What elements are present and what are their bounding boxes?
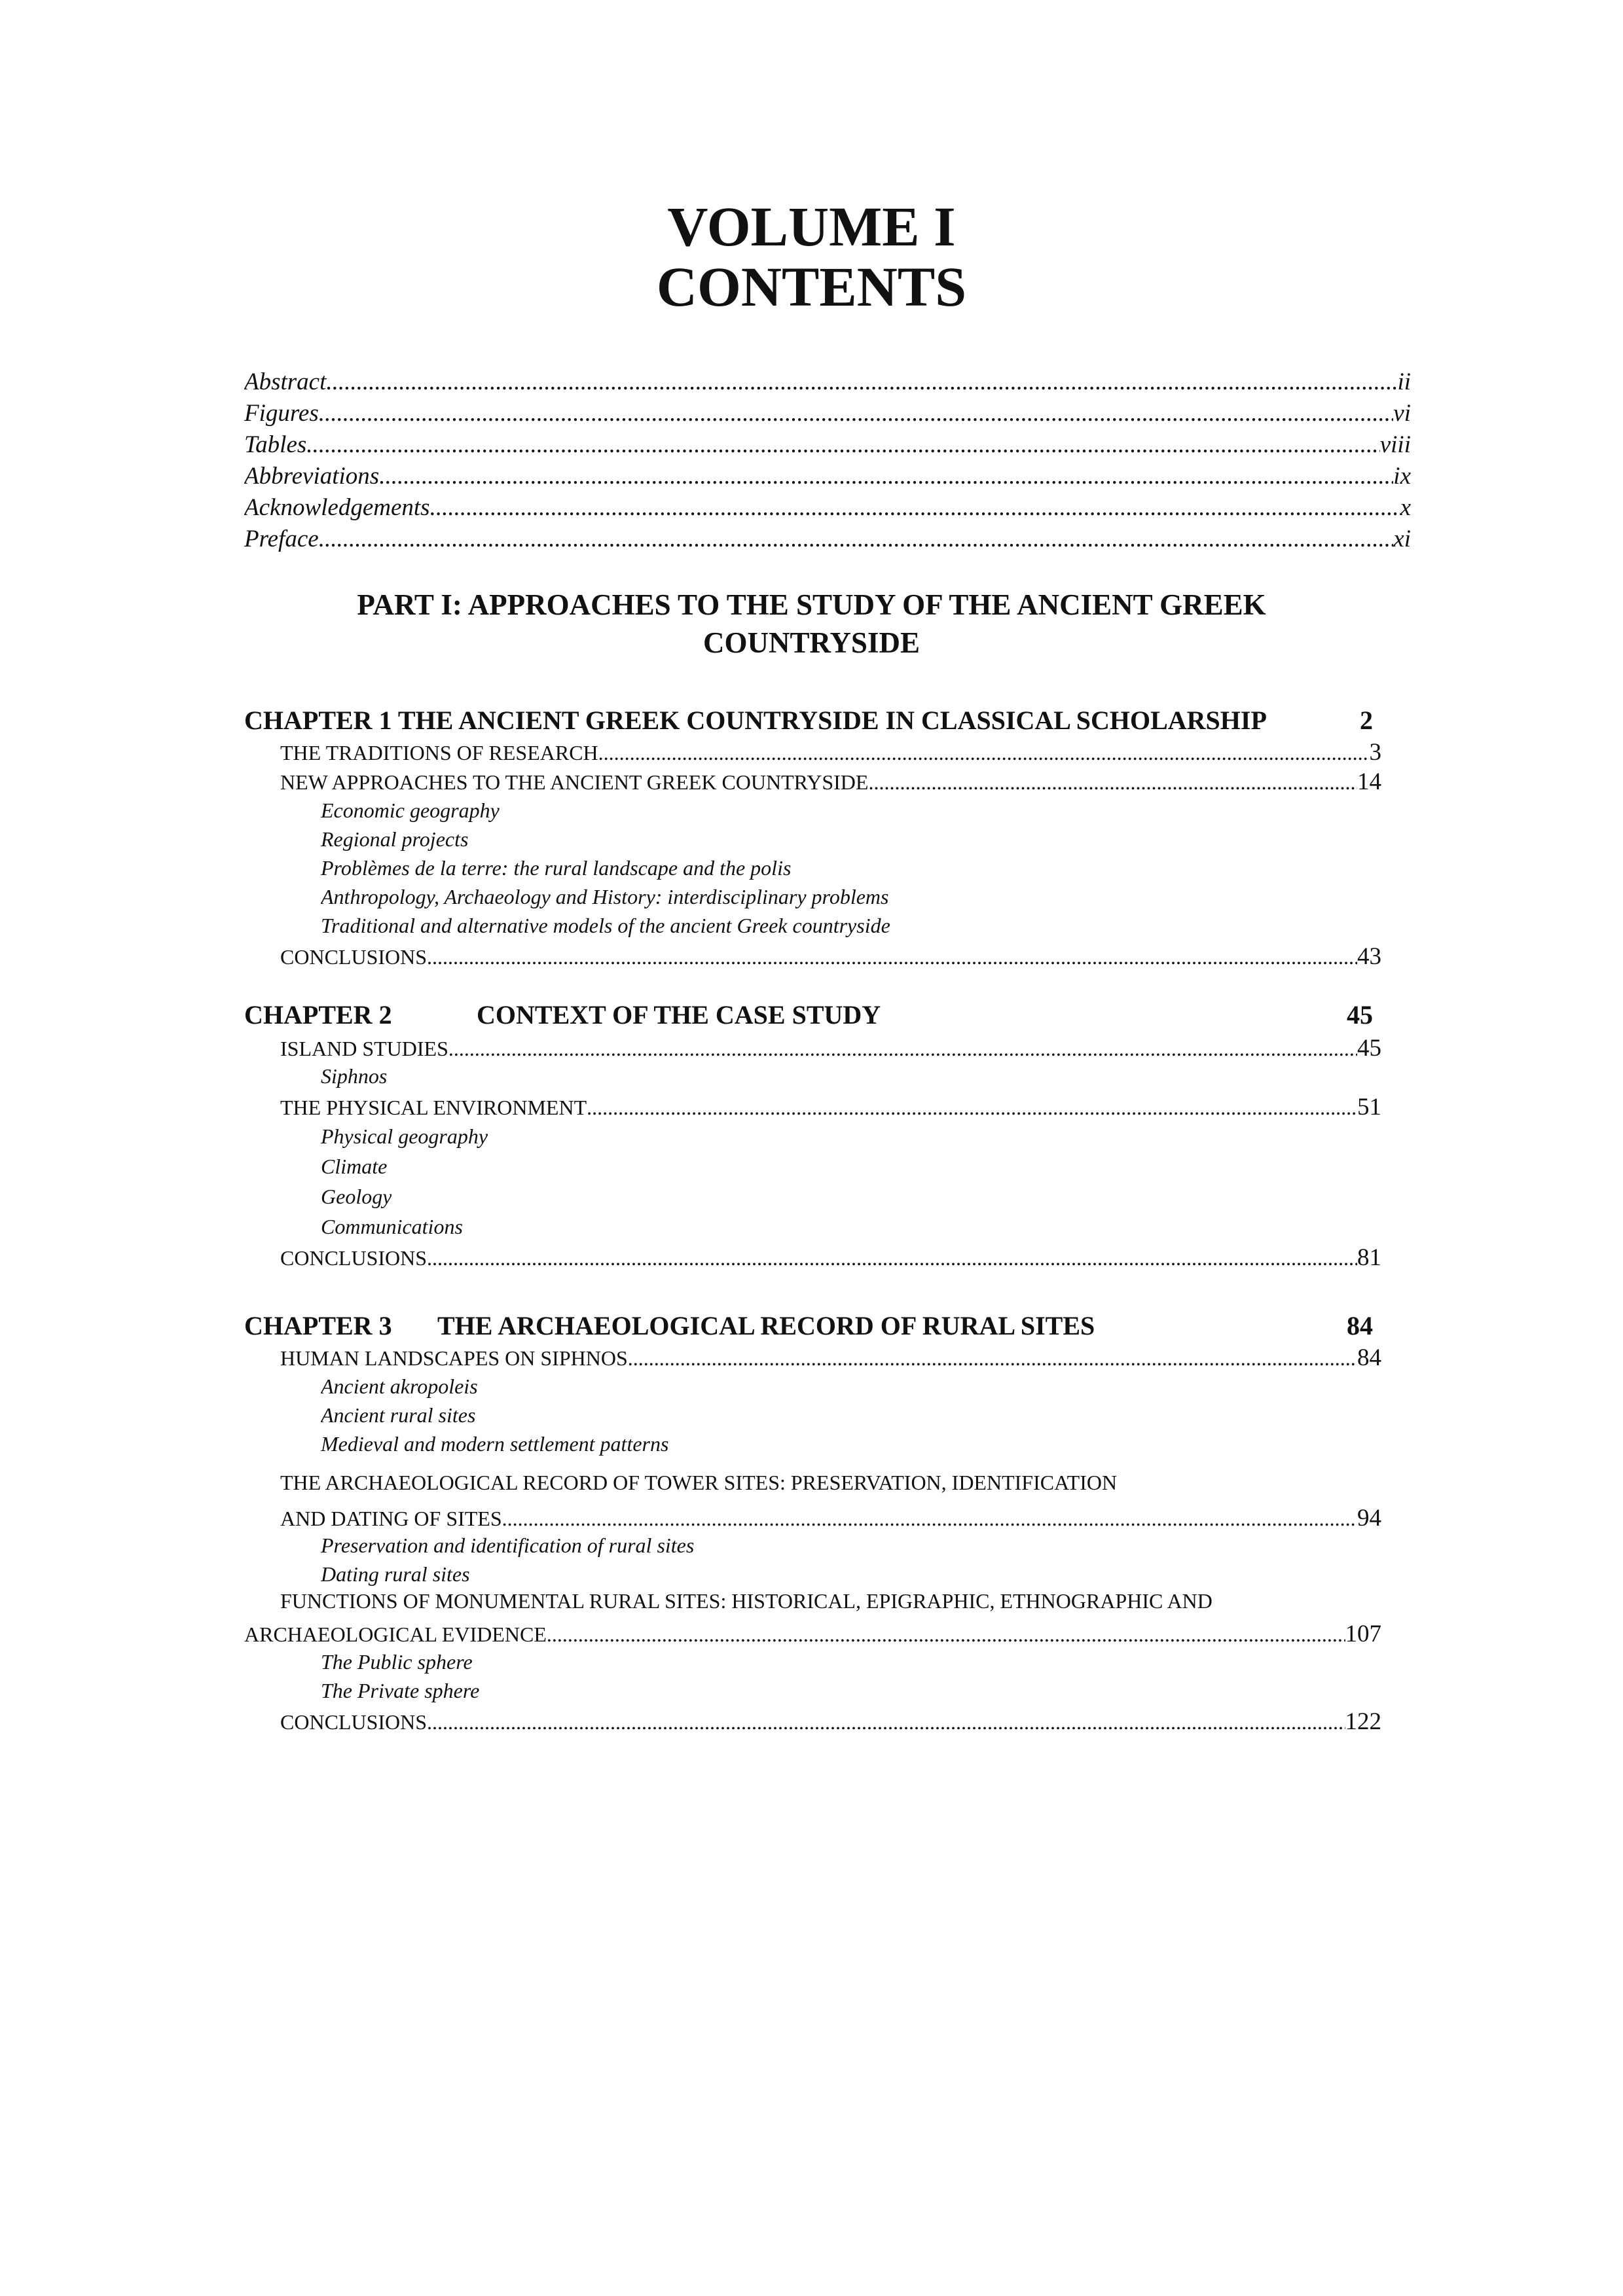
toc-subsection[interactable]: Traditional and alternative models of the ancient Greek countryside	[321, 914, 890, 937]
part-title	[0, 586, 1623, 662]
dot-leader	[427, 1246, 1357, 1270]
toc-subsection[interactable]: Economic geography	[321, 798, 500, 822]
toc-subsection[interactable]: Medieval and modern settlement patterns	[321, 1432, 669, 1456]
toc-entry-page: xi	[1393, 526, 1411, 552]
toc-section[interactable]	[280, 1708, 1381, 1736]
toc-subsection[interactable]: Ancient akropoleis	[321, 1374, 478, 1398]
section-label: ARCHAEOLOGICAL EVIDENCE	[244, 1623, 547, 1646]
toc-subsection[interactable]: Regional projects	[321, 827, 469, 851]
dot-leader	[868, 770, 1357, 795]
dot-leader	[427, 1710, 1345, 1734]
dot-leader	[547, 1623, 1345, 1647]
dot-leader	[598, 741, 1370, 765]
toc-entry-preface[interactable]	[244, 525, 1411, 553]
chapter-title: CONTEXT OF THE CASE STUDY	[477, 1000, 881, 1030]
chapter-number: CHAPTER 3	[244, 1311, 392, 1340]
toc-subsection[interactable]: Preservation and identification of rural sites	[321, 1534, 695, 1557]
section-page: 94	[1357, 1505, 1381, 1532]
contents-title-line: CONTENTS	[656, 255, 967, 318]
section-page: 45	[1357, 1035, 1381, 1062]
section-label: THE PHYSICAL ENVIRONMENT	[280, 1096, 587, 1119]
toc-entry-label: Abbreviations	[244, 463, 380, 490]
toc-subsection[interactable]: Siphnos	[321, 1064, 388, 1088]
toc-section[interactable]	[280, 1504, 1381, 1532]
section-label-line1[interactable]: FUNCTIONS OF MONUMENTAL RURAL SITES: HISTORICAL, EPIGRAPHIC, ETHNOGRAPHIC AND	[280, 1589, 1213, 1613]
chapter-2-heading[interactable]	[244, 999, 1373, 1032]
toc-entry-label: Abstract	[244, 368, 327, 395]
section-label-line1[interactable]: THE ARCHAEOLOGICAL RECORD OF TOWER SITES: PRESERVATION, IDENTIFICATION	[280, 1471, 1118, 1494]
section-label: AND DATING OF SITES	[280, 1507, 502, 1530]
section-page: 51	[1357, 1094, 1381, 1121]
chapter-page: 84	[1347, 1311, 1373, 1340]
part-title-line: COUNTRYSIDE	[703, 626, 920, 659]
toc-section[interactable]	[244, 1620, 1381, 1648]
toc-section[interactable]	[280, 942, 1381, 971]
dot-leader	[306, 431, 1379, 459]
section-page: 3	[1369, 739, 1381, 766]
chapter-number: CHAPTER 2	[244, 1000, 392, 1030]
toc-subsection[interactable]: The Private sphere	[321, 1679, 480, 1702]
toc-entry-page: x	[1400, 494, 1411, 521]
section-page: 14	[1357, 768, 1381, 795]
section-label: CONCLUSIONS	[280, 1710, 428, 1734]
toc-entry-tables[interactable]	[244, 431, 1411, 459]
toc-entry-abstract[interactable]	[244, 368, 1411, 396]
toc-entry-figures[interactable]	[244, 399, 1411, 427]
toc-subsection[interactable]: Geology	[321, 1185, 392, 1208]
toc-subsection[interactable]: Anthropology, Archaeology and History: interdisciplinary problems	[321, 885, 889, 908]
toc-section[interactable]	[280, 768, 1381, 796]
section-page: 84	[1357, 1344, 1381, 1371]
toc-subsection[interactable]: Problèmes de la terre: the rural landscape and the polis	[321, 856, 792, 880]
toc-entry-page: ix	[1393, 463, 1411, 490]
toc-entry-page: viii	[1379, 431, 1411, 458]
chapter-1-heading[interactable]	[244, 705, 1373, 738]
toc-subsection[interactable]: Dating rural sites	[321, 1562, 470, 1586]
dot-leader	[628, 1346, 1357, 1371]
volume-title-line: VOLUME I	[667, 195, 956, 258]
toc-section[interactable]	[280, 1093, 1381, 1121]
section-label: HUMAN LANDSCAPES ON SIPHNOS	[280, 1346, 628, 1370]
chapter-page: 45	[1347, 1000, 1373, 1030]
toc-subsection[interactable]: Ancient rural sites	[321, 1403, 476, 1427]
section-label: NEW APPROACHES TO THE ANCIENT GREEK COUNTRYSIDE	[280, 770, 869, 794]
toc-entry-acknowledgements[interactable]	[244, 493, 1411, 522]
toc-section[interactable]	[280, 1344, 1381, 1372]
toc-subsection[interactable]: Physical geography	[321, 1124, 488, 1148]
dot-leader	[587, 1096, 1357, 1120]
volume-title	[0, 196, 1623, 317]
section-page: 122	[1345, 1708, 1381, 1735]
dot-leader	[448, 1037, 1357, 1061]
toc-subsection[interactable]: Climate	[321, 1155, 388, 1178]
section-label: THE TRADITIONS OF RESEARCH	[280, 741, 598, 764]
toc-entry-page: vi	[1393, 400, 1411, 427]
dot-leader	[502, 1507, 1357, 1531]
dot-leader	[319, 525, 1394, 553]
toc-section[interactable]	[280, 1244, 1381, 1272]
toc-entry-label: Figures	[244, 400, 319, 427]
toc-subsection[interactable]: Communications	[321, 1215, 463, 1238]
section-page: 43	[1357, 943, 1381, 970]
dot-leader	[427, 945, 1357, 969]
chapter-3-heading[interactable]	[244, 1310, 1373, 1343]
dot-leader	[319, 399, 1394, 427]
chapter-heading-text: CHAPTER 1 THE ANCIENT GREEK COUNTRYSIDE IN CLASSICAL SCHOLARSHIP	[244, 706, 1267, 735]
toc-entry-label: Tables	[244, 431, 307, 458]
chapter-title: THE ARCHAEOLOGICAL RECORD OF RURAL SITES	[437, 1311, 1095, 1340]
chapter-page: 2	[1360, 706, 1373, 735]
section-label: CONCLUSIONS	[280, 1246, 428, 1270]
section-label: CONCLUSIONS	[280, 945, 428, 969]
dot-leader	[326, 368, 1397, 396]
toc-section[interactable]	[280, 1034, 1381, 1062]
toc-entry-label: Acknowledgements	[244, 494, 430, 521]
toc-subsection[interactable]: The Public sphere	[321, 1650, 473, 1674]
dot-leader	[430, 493, 1400, 522]
toc-section[interactable]	[280, 738, 1381, 766]
toc-entry-abbreviations[interactable]	[244, 462, 1411, 490]
part-title-line: PART I: APPROACHES TO THE STUDY OF THE ANCIENT GREEK	[357, 588, 1266, 621]
section-page: 107	[1345, 1621, 1381, 1647]
dot-leader	[379, 462, 1393, 490]
toc-entry-page: ii	[1397, 368, 1411, 395]
section-page: 81	[1357, 1244, 1381, 1271]
toc-entry-label: Preface	[244, 526, 319, 552]
section-label: ISLAND STUDIES	[280, 1037, 448, 1060]
